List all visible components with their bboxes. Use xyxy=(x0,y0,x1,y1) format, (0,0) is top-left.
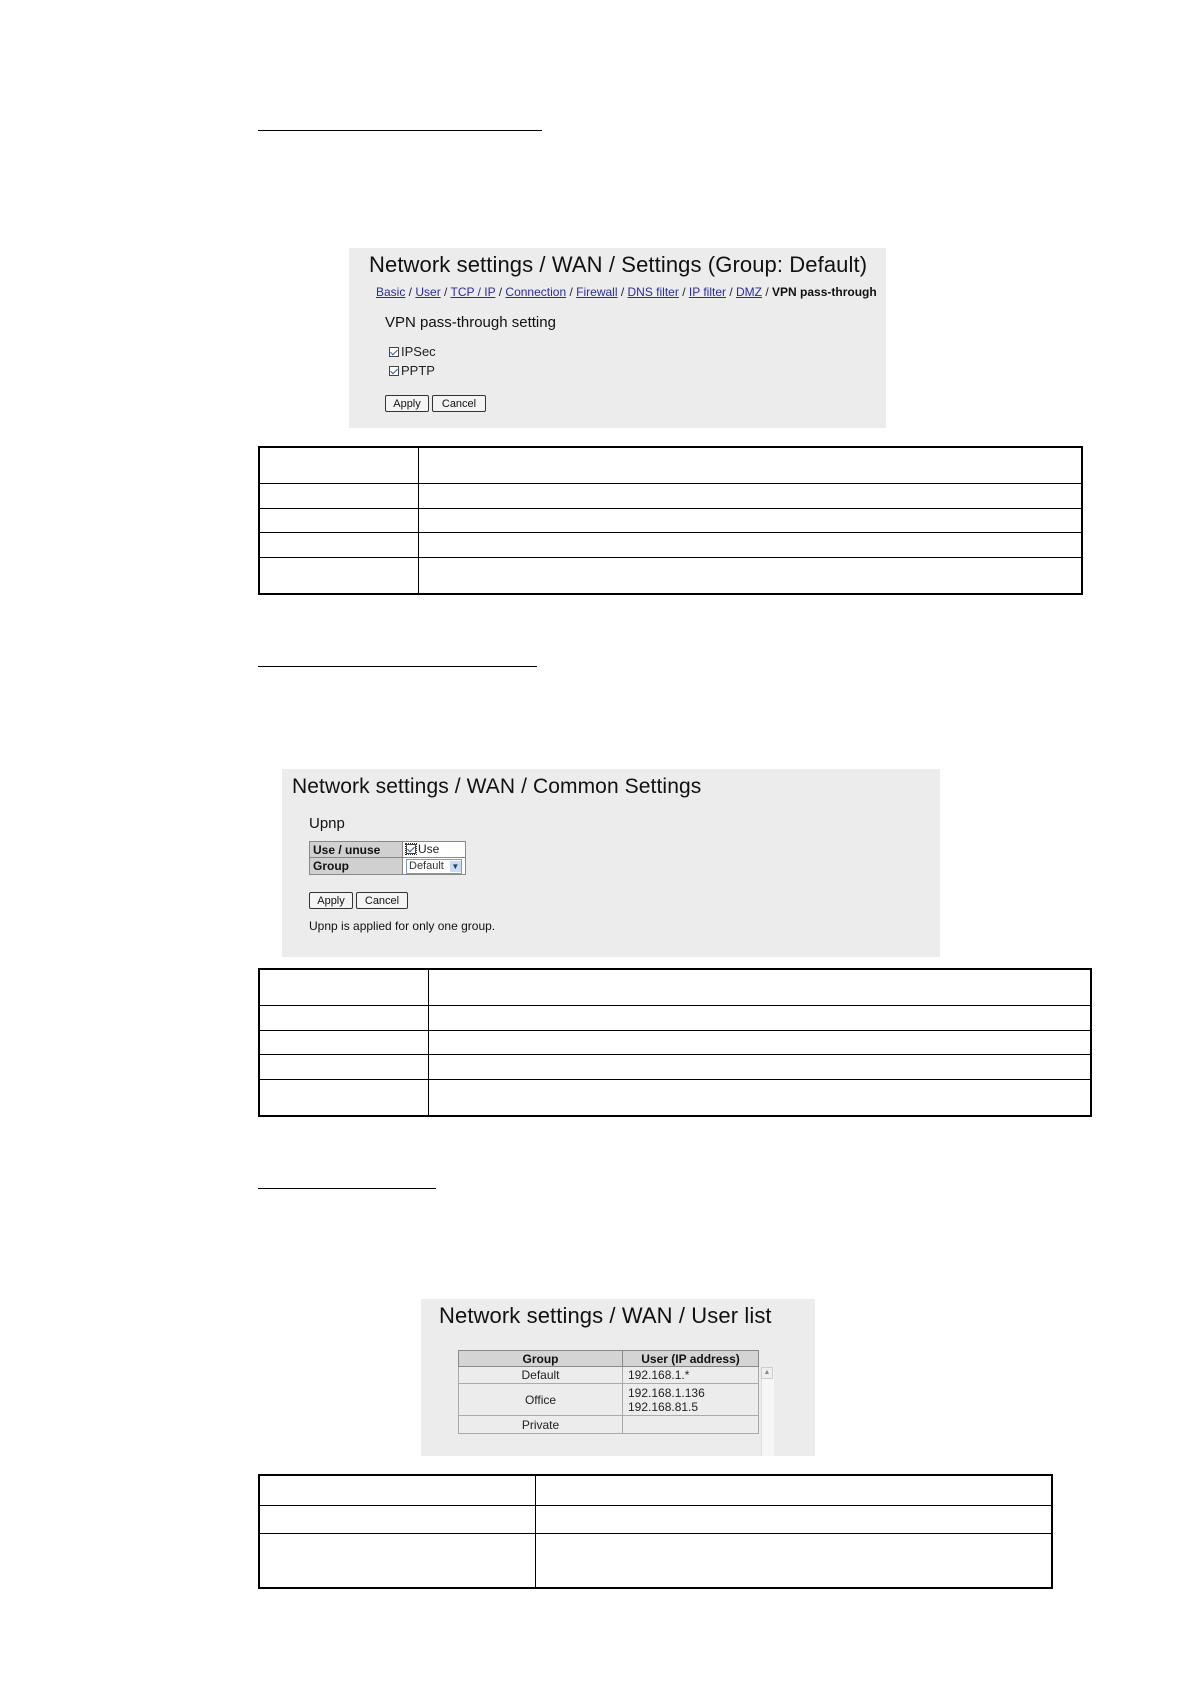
page-title: Network settings / WAN / User list xyxy=(439,1303,772,1328)
group-cell: Default xyxy=(459,1367,623,1384)
cancel-button[interactable]: Cancel xyxy=(356,892,408,909)
breadcrumb: Basic / User / TCP / IP / Connection / Firewall / DNS filter / IP filter / DMZ / VPN pass-through xyxy=(376,285,877,299)
vpn-settings-screenshot xyxy=(349,248,886,428)
pptp-checkbox[interactable] xyxy=(389,366,399,376)
breadcrumb-link-dmz[interactable]: DMZ xyxy=(736,285,763,299)
table-row[interactable] xyxy=(459,1367,759,1384)
scrollbar[interactable] xyxy=(761,1367,774,1456)
ipsec-checkbox-row[interactable] xyxy=(389,344,436,359)
col-header-user: User (IP address) xyxy=(623,1351,759,1367)
group-select[interactable] xyxy=(406,859,462,874)
table-row[interactable] xyxy=(459,1384,759,1416)
col-header-group: Group xyxy=(459,1351,623,1367)
group-cell: Office xyxy=(459,1384,623,1416)
cancel-button[interactable]: Cancel xyxy=(432,395,486,412)
ip-cell xyxy=(623,1416,759,1434)
breadcrumb-link-basic[interactable]: Basic xyxy=(376,285,406,299)
section-heading-underline-common xyxy=(258,666,537,667)
upnp-note: Upnp is applied for only one group. xyxy=(309,919,496,933)
section-heading-underline-vpn xyxy=(258,130,542,131)
user-list-table xyxy=(458,1350,759,1434)
apply-button[interactable]: Apply xyxy=(385,395,429,412)
pptp-checkbox-row[interactable] xyxy=(389,363,435,378)
upnp-settings-table xyxy=(309,841,466,875)
breadcrumb-link-connection[interactable]: Connection xyxy=(505,285,567,299)
chevron-down-icon[interactable]: ▼ xyxy=(451,861,460,871)
breadcrumb-link-ip-filter[interactable]: IP filter xyxy=(688,285,726,299)
section-heading-underline-userlist xyxy=(258,1188,436,1189)
common-settings-screenshot xyxy=(282,769,940,957)
group-cell: Private xyxy=(459,1416,623,1434)
use-checkbox-label: Use xyxy=(418,842,440,856)
group-select-value: Default xyxy=(409,860,444,872)
ip-cell: 192.168.1.* xyxy=(623,1367,759,1384)
table-row[interactable] xyxy=(459,1416,759,1434)
userlist-description-table xyxy=(258,1474,1053,1589)
page-title: Network settings / WAN / Common Settings xyxy=(292,775,702,798)
breadcrumb-link-firewall[interactable]: Firewall xyxy=(576,285,618,299)
user-list-screenshot xyxy=(421,1299,815,1456)
ipsec-checkbox[interactable] xyxy=(389,347,399,357)
breadcrumb-link-tcpip[interactable]: TCP / IP xyxy=(450,285,496,299)
ip-cell: 192.168.1.136 192.168.81.5 xyxy=(623,1384,759,1416)
upnp-heading: Upnp xyxy=(309,815,345,832)
breadcrumb-link-user[interactable]: User xyxy=(415,285,441,299)
apply-button[interactable]: Apply xyxy=(309,892,353,909)
pptp-label: PPTP xyxy=(401,363,435,378)
breadcrumb-link-dns-filter[interactable]: DNS filter xyxy=(627,285,679,299)
use-checkbox[interactable] xyxy=(406,844,416,854)
group-label: Group xyxy=(310,858,403,875)
vpn-description-table xyxy=(258,446,1083,595)
common-description-table xyxy=(258,968,1092,1117)
ipsec-label: IPSec xyxy=(401,344,436,359)
use-cell xyxy=(403,842,466,858)
group-cell xyxy=(403,858,466,875)
breadcrumb-current: VPN pass-through xyxy=(772,285,877,299)
use-unuse-label: Use / unuse xyxy=(310,842,403,858)
scroll-up-icon[interactable]: ▲ xyxy=(761,1367,773,1379)
vpn-setting-heading: VPN pass-through setting xyxy=(385,314,556,331)
page-title: Network settings / WAN / Settings (Group: Default) xyxy=(369,252,868,277)
